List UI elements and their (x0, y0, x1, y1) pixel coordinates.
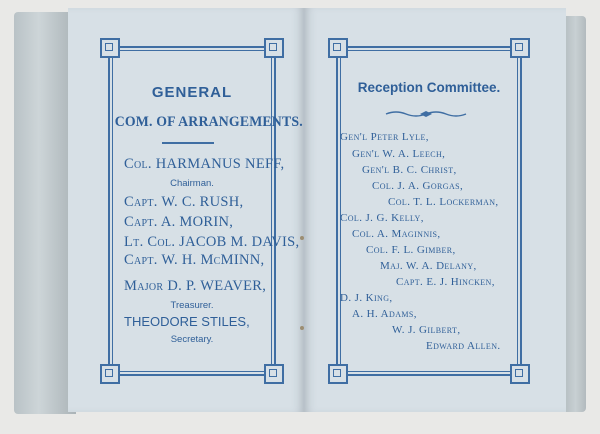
committee-member: Capt. E. J. Hincken, (396, 276, 495, 288)
committee-member: Gen'l B. C. Christ, (362, 164, 457, 176)
frame-corner-ornament (510, 364, 530, 384)
frame-corner-ornament (100, 364, 120, 384)
binding-thread-mark (300, 236, 304, 240)
frame-corner-ornament (328, 38, 348, 58)
officer-name: THEODORE STILES, (124, 314, 250, 329)
officer-name: Capt. W. C. RUSH, (124, 194, 244, 210)
frame-corner-ornament (264, 364, 284, 384)
frame-corner-ornament (100, 38, 120, 58)
committee-member: Gen'l W. A. Leech, (352, 148, 446, 160)
committee-member: Col. J. G. Kelly, (340, 212, 424, 224)
committee-member: Col. J. A. Gorgas, (372, 180, 464, 192)
committee-member: W. J. Gilbert, (392, 324, 461, 336)
left-page-subtitle: COM. OF ARRANGEMENTS. (114, 114, 303, 130)
officer-name: Capt. W. H. McMINN, (124, 252, 265, 268)
frame-corner-ornament (510, 38, 530, 58)
officer-role: Secretary. (170, 334, 214, 345)
committee-member: D. J. King, (340, 292, 393, 304)
frame-corner-ornament (328, 364, 348, 384)
book-page-edges-left (14, 12, 76, 414)
committee-member: Gen'l Peter Lyle, (340, 131, 429, 143)
frame-corner-ornament (264, 38, 284, 58)
committee-member: Col. A. Maginnis, (352, 228, 441, 240)
title-divider-rule (162, 142, 214, 144)
officer-name: Lt. Col. JACOB M. DAVIS, (124, 234, 300, 250)
decorative-scroll-ornament (384, 110, 468, 118)
officer-role: Treasurer. (170, 300, 214, 311)
committee-member: Col. T. L. Lockerman, (388, 196, 499, 208)
officer-name: Major D. P. WEAVER, (124, 278, 267, 294)
committee-member: A. H. Adams, (352, 308, 417, 320)
committee-member: Edward Allen. (426, 340, 501, 352)
committee-member: Maj. W. A. Delany, (380, 260, 477, 272)
officer-name: Col. HARMANUS NEFF, (124, 156, 285, 172)
binding-thread-mark (300, 326, 304, 330)
officer-name: Capt. A. MORIN, (124, 214, 234, 230)
committee-member: Col. F. L. Gimber, (366, 244, 456, 256)
officer-role: Chairman. (170, 178, 214, 189)
right-page-title: Reception Committee. (357, 80, 501, 95)
left-page-title: GENERAL (151, 84, 233, 101)
